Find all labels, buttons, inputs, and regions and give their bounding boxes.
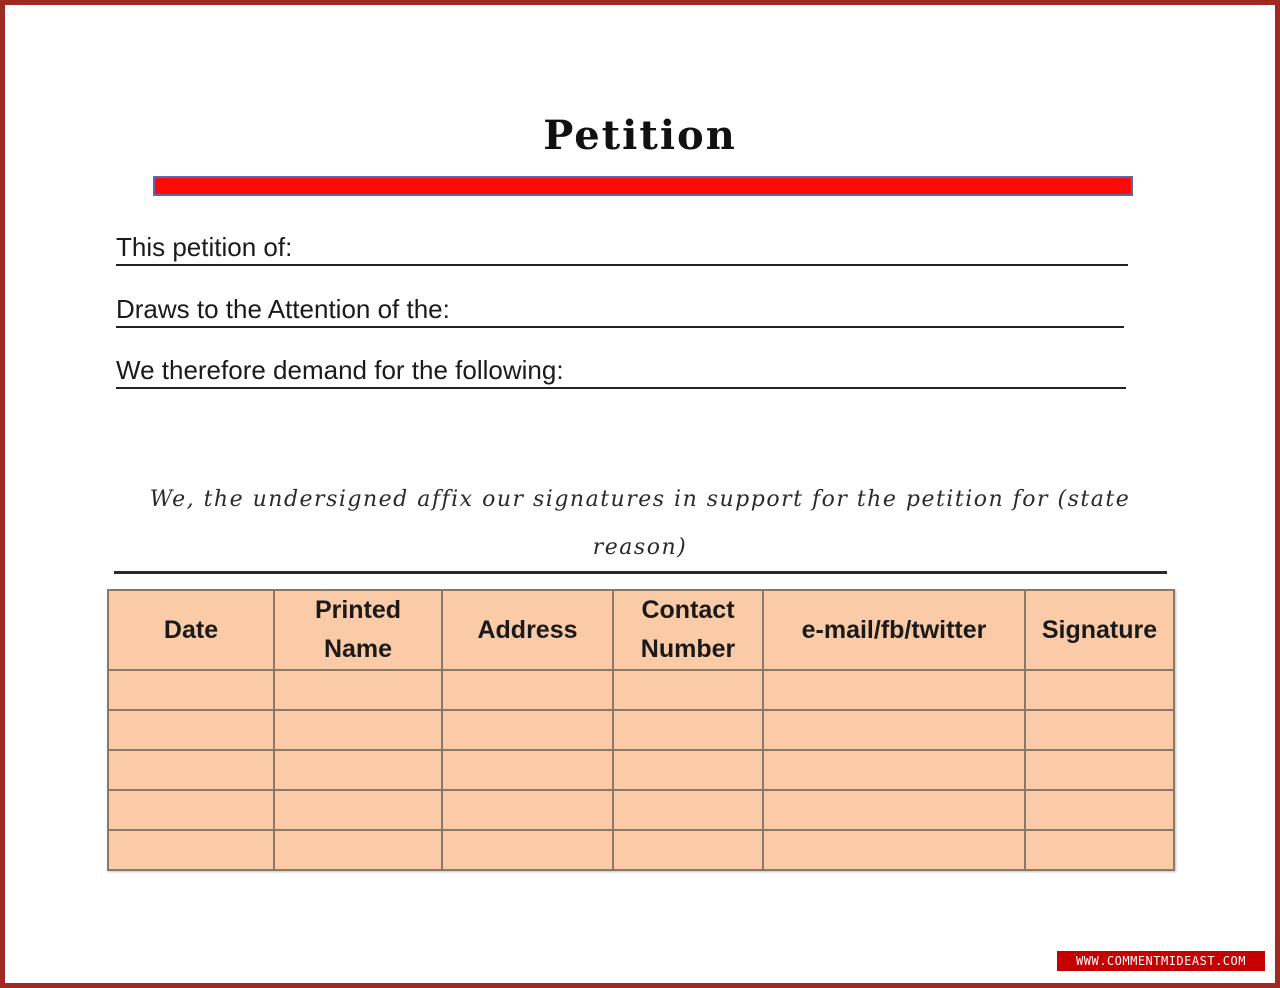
table-row (108, 670, 1174, 710)
column-header-date: Date (108, 590, 274, 670)
table-header-row (108, 590, 1174, 670)
table-cell[interactable] (613, 670, 763, 710)
table-cell[interactable] (108, 830, 274, 870)
table-cell[interactable] (274, 670, 442, 710)
table-row (108, 790, 1174, 830)
statement-divider (114, 571, 1167, 574)
table-cell[interactable] (108, 710, 274, 750)
table-cell[interactable] (1025, 750, 1174, 790)
table-cell[interactable] (274, 790, 442, 830)
table-cell[interactable] (108, 670, 274, 710)
column-header-signature: Signature (1025, 590, 1174, 670)
table-cell[interactable] (613, 750, 763, 790)
table-cell[interactable] (763, 830, 1025, 870)
table-cell[interactable] (274, 750, 442, 790)
column-header-email: e-mail/fb/twitter (763, 590, 1025, 670)
support-statement: We, the undersigned affix our signatures in support for the petition for (state reason) (149, 487, 1131, 560)
table-cell[interactable] (1025, 670, 1174, 710)
table-cell[interactable] (442, 710, 613, 750)
column-header-address: Address (442, 590, 613, 670)
table-cell[interactable] (108, 790, 274, 830)
field-attention-of[interactable] (116, 292, 1124, 328)
table-cell[interactable] (442, 790, 613, 830)
table-cell[interactable] (613, 710, 763, 750)
table-cell[interactable] (763, 710, 1025, 750)
page-title: Petition (543, 112, 737, 159)
field-demand[interactable] (116, 353, 1126, 389)
column-header-printed-name (274, 590, 442, 670)
table-row (108, 710, 1174, 750)
table-cell[interactable] (442, 670, 613, 710)
column-header-printed-name-label: Printed Name (314, 596, 402, 663)
table-row (108, 750, 1174, 790)
table-cell[interactable] (1025, 830, 1174, 870)
column-header-contact-number-label: Contact Number (640, 596, 736, 663)
table-cell[interactable] (763, 750, 1025, 790)
table-cell[interactable] (108, 750, 274, 790)
signature-table (107, 589, 1175, 871)
table-cell[interactable] (274, 830, 442, 870)
table-cell[interactable] (274, 710, 442, 750)
field-demand-label: We therefore demand for the following: (116, 355, 564, 385)
field-petition-of-label: This petition of: (116, 232, 293, 262)
table-cell[interactable] (763, 790, 1025, 830)
table-cell[interactable] (613, 830, 763, 870)
column-header-contact-number (613, 590, 763, 670)
table-cell[interactable] (1025, 710, 1174, 750)
table-cell[interactable] (613, 790, 763, 830)
field-petition-of[interactable] (116, 230, 1128, 266)
table-cell[interactable] (763, 670, 1025, 710)
site-watermark: WWW.COMMENTMIDEAST.COM (1057, 951, 1265, 971)
title-accent-bar (153, 176, 1133, 196)
table-cell[interactable] (442, 750, 613, 790)
table-cell[interactable] (1025, 790, 1174, 830)
field-attention-of-label: Draws to the Attention of the: (116, 294, 450, 324)
table-cell[interactable] (442, 830, 613, 870)
table-row (108, 830, 1174, 870)
